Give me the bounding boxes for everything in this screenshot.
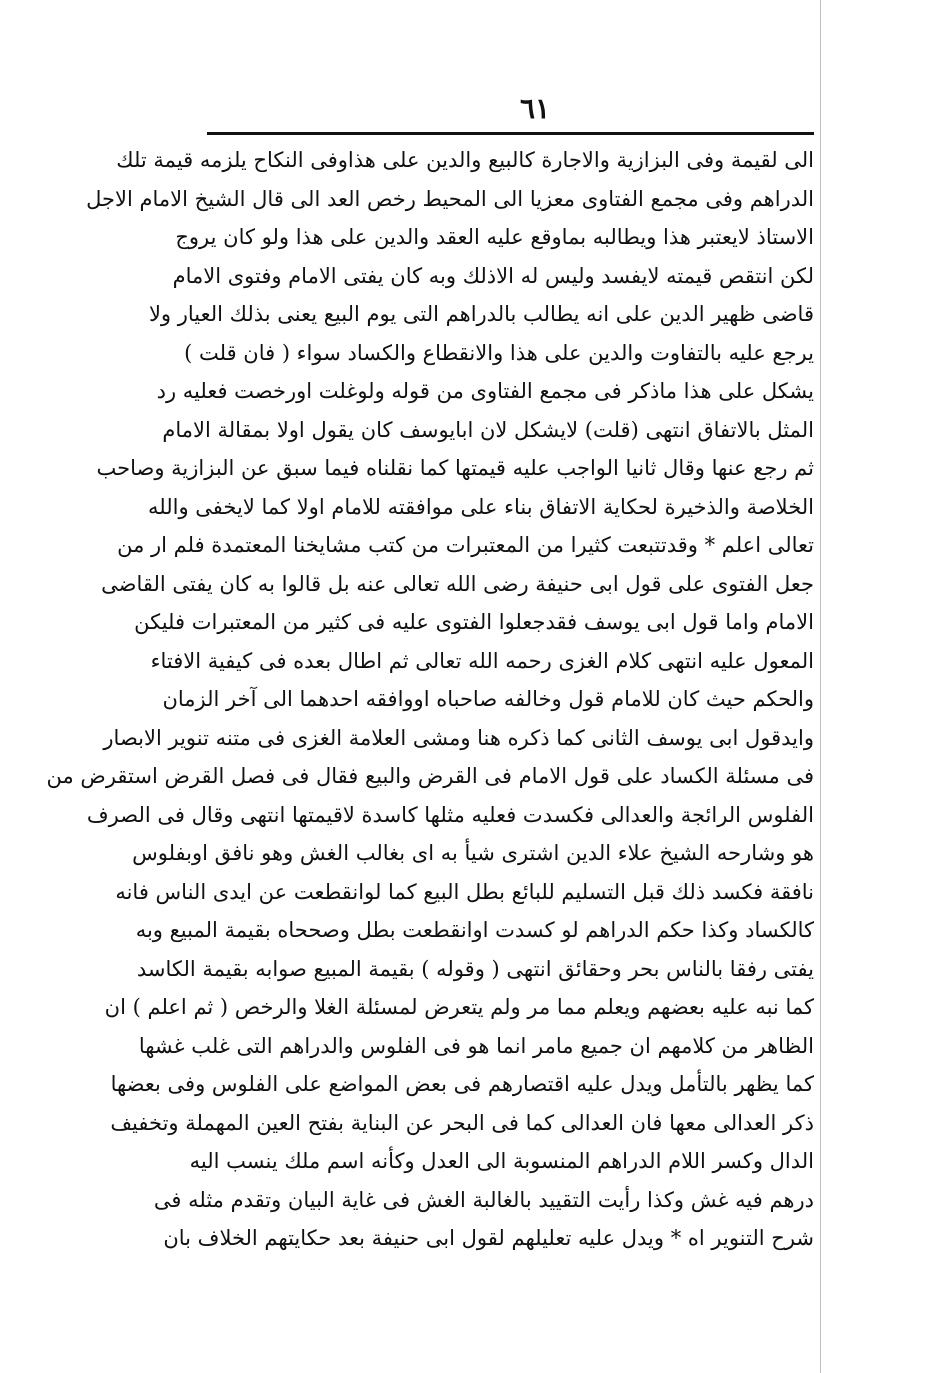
text-line: تعالى اعلم * وقدتتبعت كثيرا من المعتبرات من كتب مشايخنا المعتمدة فلم ار من: [117, 533, 814, 557]
text-line: المعول عليه انتهى كلام الغزى رحمه الله تعالى ثم اطال بعده فى كيفية الافتاء: [150, 648, 814, 673]
text-line: نافقة فكسد ذلك قبل التسليم للبائع بطل البيع كما لوانقطعت عن ايدى الناس فانه: [115, 879, 814, 904]
text-line: الدال وكسر اللام الدراهم المنسوبة الى العدل وكأنه اسم ملك ينسب اليه: [189, 1149, 814, 1173]
text-line: الاستاذ لايعتبر هذا ويطالبه بماوقع عليه العقد والدين على هذا ولو كان يروج: [175, 225, 814, 249]
text-line: المثل بالاتفاق انتهى (قلت) لايشكل لان ابايوسف كان يقول اولا بمقالة الامام: [162, 417, 814, 442]
text-line: يشكل على هذا ماذكر فى مجمع الفتاوى من قوله ولوغلت اورخصت فعليه رد: [156, 379, 814, 403]
text-line: فى مسئلة الكساد على قول الامام فى القرض والبيع فقال فى فصل القرض استقرض من: [46, 764, 814, 788]
text-line: قاضى ظهير الدين على انه يطالب بالدراهم التى يوم البيع يعنى بذلك العيار ولا: [148, 302, 814, 326]
text-line: كما نبه عليه بعضهم ويعلم مما مر ولم يتعرض لمسئلة الغلا والرخص ( ثم اعلم ) ان: [104, 995, 814, 1019]
text-line: الظاهر من كلامهم ان جميع مامر انما هو فى الفلوس والدراهم التى غلب غشها: [138, 1033, 814, 1058]
text-line: هو وشارحه الشيخ علاء الدين اشترى شيأ به اى بغالب الغش وهو نافق اوبفلوس: [132, 841, 814, 865]
page-edge-line: [820, 0, 821, 1373]
text-line: الفلوس الرائجة والعدالى فكسدت فعليه مثلها كاسدة لاقيمتها انتهى وقال فى الصرف: [86, 802, 814, 827]
text-line: لكن انتقص قيمته لايفسد وليس له الاذلك وبه كان يفتى الامام وفتوى الامام: [172, 263, 814, 288]
text-line: الدراهم وفى مجمع الفتاوى معزيا الى المحيط رخص العد الى قال الشيخ الامام الاجل: [86, 186, 814, 211]
text-line: شرح التنوير اه * ويدل عليه تعليلهم لقول ابى حنيفة بعد حكايتهم الخلاف بان: [163, 1226, 814, 1250]
text-line: الامام واما قول ابى يوسف فقدجعلوا الفتوى عليه فى كثير من المعتبرات فليكن: [134, 610, 814, 634]
text-line: وايدقول ابى يوسف الثانى كما ذكره هنا ومشى العلامة الغزى فى متنه تنوير الابصار: [103, 725, 814, 750]
text-line: ثم رجع عنها وقال ثانيا الواجب عليه قيمتها كما نقلناه فيما سبق عن البزازية وصاحب: [96, 456, 814, 480]
text-line: جعل الفتوى على قول ابى حنيفة رضى الله تعالى عنه بل قالوا به كان يفتى القاضى: [101, 571, 814, 596]
header-rule: [207, 132, 814, 135]
text-line: الى لقيمة وفى البزازية والاجارة كالبيع والدين على هذاوفى النكاح يلزمه قيمة تلك: [116, 148, 814, 172]
text-line: درهم فيه غش وكذا رأيت التقييد بالغالبة الغش فى غاية البيان وتقدم مثله فى: [153, 1187, 814, 1212]
text-line: الخلاصة والذخيرة لحكاية الاتفاق بناء على موافقته للامام اولا كما لايخفى والله: [148, 494, 814, 519]
text-line: كما يظهر بالتأمل ويدل عليه اقتصارهم فى بعض المواضع على الفلوس وفى بعضها: [110, 1072, 814, 1096]
text-line: ذكر العدالى معها فان العدالى كما فى البحر عن البناية بفتح العين المهملة وتخفيف: [110, 1110, 814, 1135]
text-line: يفتى رفقا بالناس بحر وحقائق انتهى ( وقوله ) بقيمة المبيع صوابه بقيمة الكاسد: [136, 956, 814, 981]
text-line: كالكساد وكذا حكم الدراهم لو كسدت اوانقطعت بطل وصححاه بقيمة المبيع وبه: [135, 918, 814, 942]
text-body: [46, 141, 814, 1258]
text-line: يرجع عليه بالتفاوت والدين على هذا والانقطاع والكساد سواء ( فان قلت ): [184, 340, 814, 365]
page-number: ٦١: [519, 92, 551, 125]
text-line: والحكم حيث كان للامام قول وخالفه صاحباه اووافقه احدهما الى آخر الزمان: [162, 687, 814, 711]
